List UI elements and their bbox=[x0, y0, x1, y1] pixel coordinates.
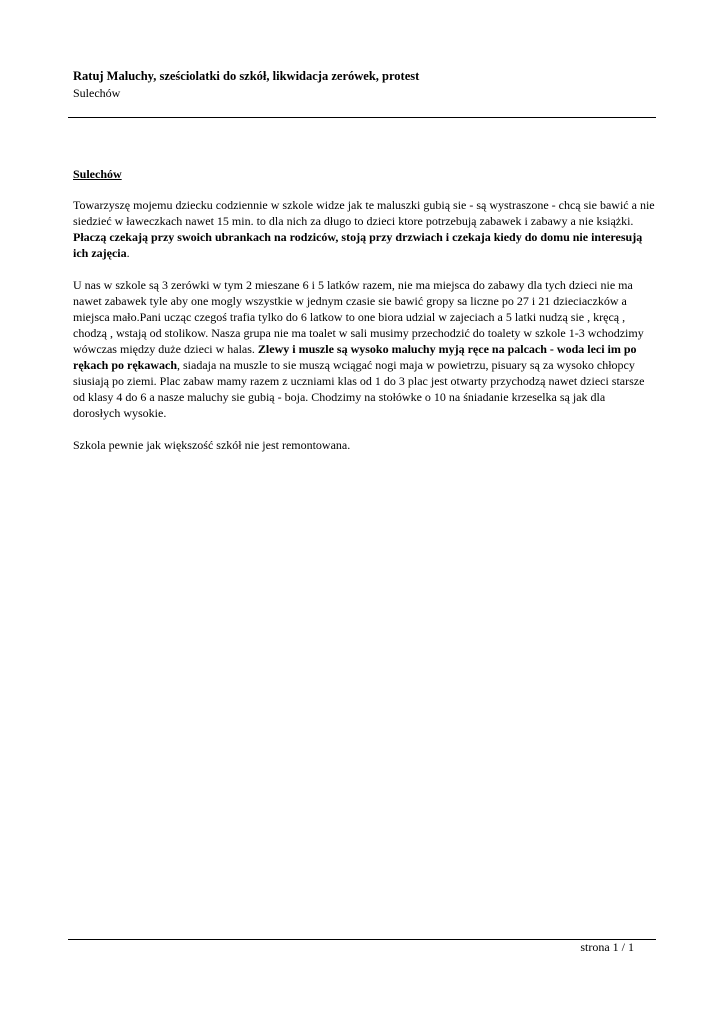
paragraph-1-text-b: . bbox=[126, 246, 130, 260]
section-heading: Sulechów bbox=[73, 167, 122, 181]
paragraph-1-bold: Płaczą czekają przy swoich ubrankach na rodziców, stoją przy drzwiach i czekaja kiedy do domu nie interesują ich zajęcia bbox=[73, 230, 643, 260]
page-header bbox=[73, 68, 655, 101]
paragraph-2-text-b: , siadaja na muszle to sie muszą wciągać nogi maja w powietrzu, pisuary są za wysoko chłopcy siusiają po ziemi. Plac zabaw mamy razem z uczniami klas od 1 do 3 plac jest otwarty przychodzą nawet dzieci starsze od klasy 4 do 6 a nasze maluchy sie gubią - boja. Chodzimy na stołówke o 10 na śniadanie krzeselka są jak dla dorosłych wysokie. bbox=[73, 358, 645, 420]
paragraph-2-bold: Zlewy i muszle są wysoko maluchy myją ręce na palcach - woda leci im po rękach po rękawach bbox=[73, 342, 637, 372]
document-subtitle: Sulechów bbox=[73, 86, 121, 100]
paragraph-1-text-a: Towarzyszę mojemu dziecku codziennie w szkole widze jak te maluszki gubią sie - są wystraszone - chcą sie bawić a nie siedzieć w ławeczkach nawet 15 min. to dla nich za długo to dzieci ktore potrzebują zabawek i zabawy a nie książki. bbox=[73, 198, 655, 228]
paragraph-3: Szkola pewnie jak większość szkół nie jest remontowana. bbox=[73, 438, 351, 452]
article-body bbox=[73, 166, 655, 469]
page-number: strona 1 / 1 bbox=[580, 940, 634, 954]
paragraph-2-text-a: U nas w szkole są 3 zerówki w tym 2 mieszane 6 i 5 latków razem, nie ma miejsca do zabawy dla tych dzieci nie ma nawet zabawek tyle aby one mogly wszystkie w jednym czasie sie bawić gropy sa liczne po 27 i 21 dzieciaczków a miejsca mało.Pani ucząc czegoś trafia tylko do 6 latkow to one biora udzial w zajeciach a 5 latki nudzą sie , kręcą , chodzą , wstają od stolikow. Nasza grupa nie ma toalet w sali musimy przechodzić do toalety w szkole 1-3 wchodzimy wówczas między duże dzieci w halas. bbox=[73, 278, 644, 356]
paragraph-1 bbox=[73, 197, 655, 261]
header-divider bbox=[68, 117, 656, 118]
document-title: Ratuj Maluchy, sześciolatki do szkół, likwidacja zerówek, protest bbox=[73, 69, 420, 83]
paragraph-2 bbox=[73, 277, 655, 421]
